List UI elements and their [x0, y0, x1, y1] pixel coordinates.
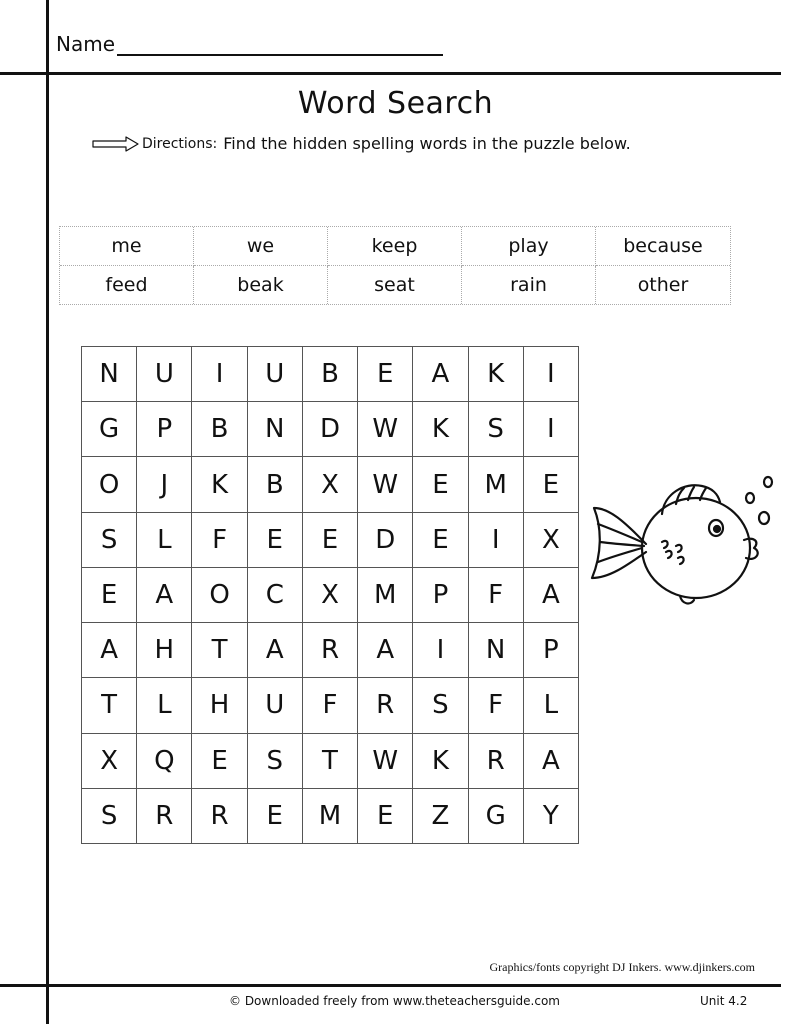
puzzle-letter: K — [469, 347, 524, 402]
puzzle-letter: T — [82, 678, 137, 733]
puzzle-letter: R — [303, 623, 358, 678]
puzzle-letter: X — [303, 457, 358, 512]
puzzle-letter: X — [303, 568, 358, 623]
footer-rule — [0, 984, 781, 987]
puzzle-letter: B — [192, 402, 247, 457]
word-bank — [59, 226, 731, 305]
puzzle-letter: K — [413, 734, 468, 789]
puzzle-letter: I — [192, 347, 247, 402]
puzzle-letter: H — [192, 678, 247, 733]
unit-label: Unit 4.2 — [700, 994, 748, 1008]
puzzle-letter: E — [358, 347, 413, 402]
word-bank-item: rain — [462, 266, 596, 305]
word-bank-item: keep — [328, 227, 462, 266]
word-bank-item: beak — [194, 266, 328, 305]
puzzle-letter: S — [248, 734, 303, 789]
puzzle-letter: M — [358, 568, 413, 623]
puzzle-letter: X — [524, 513, 579, 568]
puzzle-letter: A — [358, 623, 413, 678]
puzzle-letter: D — [358, 513, 413, 568]
puzzle-letter: D — [303, 402, 358, 457]
puzzle-letter: F — [303, 678, 358, 733]
download-source: © Downloaded freely from www.theteachersguide.com — [229, 994, 560, 1008]
puzzle-letter: G — [82, 402, 137, 457]
puzzle-letter: S — [82, 513, 137, 568]
word-bank-item: me — [60, 227, 194, 266]
word-bank-item: other — [637, 273, 689, 296]
puzzle-letter: A — [137, 568, 192, 623]
page-title: Word Search — [297, 86, 494, 121]
puzzle-letter: E — [358, 789, 413, 844]
puzzle-letter: M — [469, 457, 524, 512]
puzzle-letter: I — [524, 347, 579, 402]
puzzle-letter: C — [248, 568, 303, 623]
puzzle-letter: W — [358, 402, 413, 457]
puzzle-letter: A — [413, 347, 468, 402]
puzzle-letter: S — [413, 678, 468, 733]
puzzle-letter: E — [303, 513, 358, 568]
directions-text: Find the hidden spelling words in the puzzle below. — [223, 134, 631, 153]
puzzle-letter: X — [82, 734, 137, 789]
puzzle-letter: I — [524, 402, 579, 457]
puzzle-letter: O — [192, 568, 247, 623]
arrow-right-icon — [92, 136, 140, 152]
puzzle-letter: Y — [524, 789, 579, 844]
puzzle-letter: E — [413, 457, 468, 512]
puzzle-letter: T — [303, 734, 358, 789]
puzzle-letter: E — [248, 513, 303, 568]
puzzle-letter: T — [192, 623, 247, 678]
puzzle-letter: B — [248, 457, 303, 512]
puzzle-letter: A — [524, 734, 579, 789]
puzzle-letter: R — [192, 789, 247, 844]
puzzle-letter: S — [469, 402, 524, 457]
word-bank-item: feed — [60, 266, 194, 305]
puzzle-letter: P — [524, 623, 579, 678]
puzzle-letter: E — [524, 457, 579, 512]
puzzle-letter: S — [82, 789, 137, 844]
puzzle-letter: R — [469, 734, 524, 789]
puzzle-letter: U — [248, 678, 303, 733]
puzzle-letter: P — [137, 402, 192, 457]
puzzle-letter: R — [137, 789, 192, 844]
puzzle-letter: K — [192, 457, 247, 512]
puzzle-letter: L — [137, 678, 192, 733]
word-search-grid — [81, 346, 579, 844]
puzzle-letter: I — [413, 623, 468, 678]
margin-rule — [46, 0, 49, 1024]
puzzle-letter: N — [248, 402, 303, 457]
puzzle-letter: R — [358, 678, 413, 733]
puzzle-letter: E — [192, 734, 247, 789]
puzzle-letter: W — [358, 457, 413, 512]
puzzle-letter: L — [524, 678, 579, 733]
name-label: Name — [56, 32, 116, 56]
header-rule — [0, 72, 781, 75]
puzzle-letter: H — [137, 623, 192, 678]
puzzle-letter: F — [469, 568, 524, 623]
puzzle-letter: E — [248, 789, 303, 844]
word-bank-item: we — [194, 227, 328, 266]
puzzle-letter: F — [192, 513, 247, 568]
puzzle-letter: G — [469, 789, 524, 844]
puzzle-letter: N — [469, 623, 524, 678]
puzzle-letter: E — [413, 513, 468, 568]
puzzle-letter: O — [82, 457, 137, 512]
puzzle-letter: Q — [137, 734, 192, 789]
puzzle-letter: W — [358, 734, 413, 789]
puzzle-letter: A — [248, 623, 303, 678]
directions-label: Directions: — [142, 135, 218, 152]
word-bank-item: seat — [328, 266, 462, 305]
puzzle-letter: F — [469, 678, 524, 733]
puzzle-letter: J — [137, 457, 192, 512]
puzzle-letter: P — [413, 568, 468, 623]
puzzle-letter: E — [82, 568, 137, 623]
puzzle-letter: A — [524, 568, 579, 623]
puzzle-letter: B — [303, 347, 358, 402]
name-row — [56, 32, 443, 56]
puzzle-letter: Z — [413, 789, 468, 844]
word-bank-item: play — [462, 227, 596, 266]
word-bank-item: because — [596, 227, 730, 266]
copyright-credit: Graphics/fonts copyright DJ Inkers. www.djinkers.com — [489, 960, 755, 974]
puzzle-letter: K — [413, 402, 468, 457]
fish-illustration — [584, 466, 784, 620]
name-blank-line — [117, 32, 443, 56]
puzzle-letter: A — [82, 623, 137, 678]
puzzle-letter: M — [303, 789, 358, 844]
puzzle-letter: U — [248, 347, 303, 402]
puzzle-letter: N — [82, 347, 137, 402]
puzzle-letter: L — [137, 513, 192, 568]
directions — [92, 134, 631, 153]
puzzle-letter: U — [137, 347, 192, 402]
puzzle-letter: I — [469, 513, 524, 568]
